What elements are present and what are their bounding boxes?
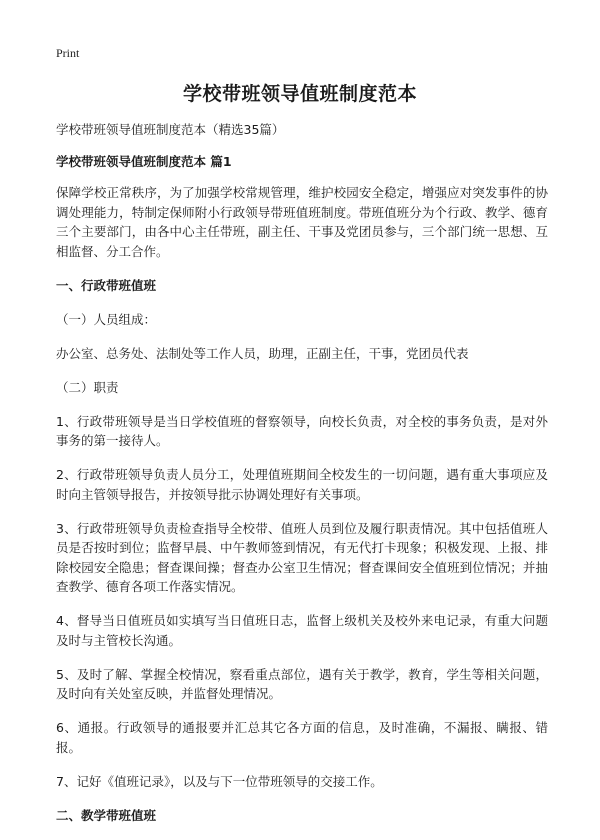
paragraph-duty-6: 6、通报。行政领导的通报要并汇总其它各方面的信息，及时准确，不漏报、瞒报、错报。 [56,720,548,755]
paragraph-duty-3: 3、行政带班领导负责检查指导全校带、值班人员到位及履行职责情况。其中包括值班人员是否按时到位；监督早晨、中午教师签到情况，有无代打卡现象；积极发现、上报、排除校园安全隐患；督查课间操；督查办公室卫生情况；督查课间安全值班到位情况；并抽查教学、德育各项工作落实情况。 [56,520,548,594]
document-subtitle: 学校带班领导值班制度范本（精选35篇） [56,122,285,137]
paragraph-duty-4: 4、督导当日值班员如实填写当日值班日志，监督上级机关及校外来电记录，有重大问题及时与主管校长沟通。 [56,613,548,648]
paragraph-staff-list: 办公室、总务处、法制处等工作人员，助理，正副主任，干事，党团员代表 [56,345,469,361]
heading-admin-duty: 一、行政带班值班 [56,277,157,293]
paragraph-intro: 保障学校正常秩序，为了加强学校常规管理，维护校园安全稳定，增强应对突发事件的协调处理能力，特制定保师附小行政领导带班值班制度。带班值班分为个行政、教学、德育三个主要部门，由各中心主任带班，副主任、干事及党团员参与，三个部门统一思想、互相监督、分工合作。 [56,185,548,259]
paragraph-duty-1: 1、行政带班领导是当日学校值班的督察领导，向校长负责，对全校的事务负责，是对外事务的第一接待人。 [56,413,548,448]
section-heading: 学校带班领导值班制度范本 篇1 [56,154,232,169]
paragraph-duty-7: 7、记好《值班记录》，以及与下一位带班领导的交接工作。 [56,773,383,789]
paragraph-duty-5: 5、及时了解、掌握全校情况，察看重点部位，遇有关于教学，教育，学生等相关问题，及时向有关处室反映，并监督处理情况。 [56,666,548,701]
subheading-duties: （二）职责 [56,379,119,395]
heading-teaching-duty: 二、教学带班值班 [56,807,157,823]
document-title: 学校带班领导值班制度范本 [182,83,417,105]
paragraph-duty-2: 2、行政带班领导负责人员分工，处理值班期间全校发生的一切问题，遇有重大事项应及时向主管领导报告，并按领导批示协调处理好有关事项。 [56,467,548,502]
subheading-staff: （一）人员组成： [56,311,157,327]
document-body [56,183,548,840]
print-link[interactable]: Print [56,46,80,60]
